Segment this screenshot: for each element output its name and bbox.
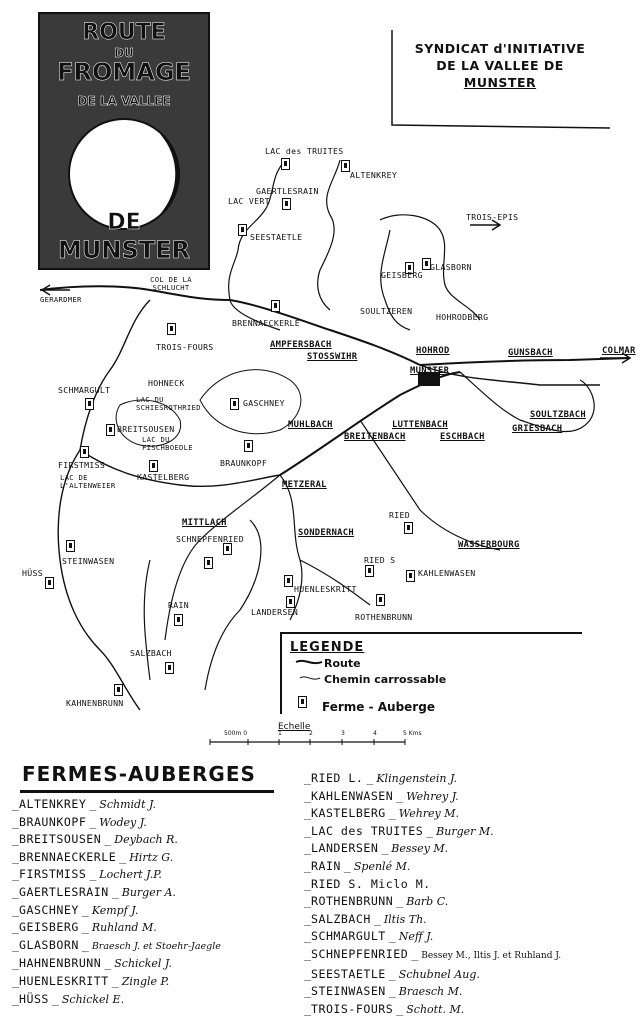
title-route: ROUTE: [82, 20, 166, 45]
title-de: DE: [107, 210, 141, 235]
label-luttenbach: LUTTENBACH: [392, 420, 448, 430]
label-mittlach: MITTLACH: [182, 518, 227, 528]
legend-title: LEGENDE: [290, 640, 365, 655]
label-metzeral: METZERAL: [282, 480, 327, 490]
fermes-header-underline: [20, 790, 274, 793]
label-col-schlucht: [146, 276, 196, 292]
label-salzbach: SALZBACH: [130, 648, 172, 658]
ferme-icon-salzbach: [165, 662, 174, 674]
ferme-icon-breitsousen: [106, 424, 115, 436]
list-item: _BRENNAECKERLE _ Hirtz G.: [12, 849, 174, 864]
list-item: _GEISBERG _ Ruhland M.: [12, 920, 157, 935]
label-lac-vert: LAC VERT: [228, 196, 270, 206]
list-item: _BRAUNKOPF _ Wodey J.: [12, 814, 147, 829]
ferme-icon-schnepfenried-2: [204, 557, 213, 569]
label-kahnenbrunn: KAHNENBRUNN: [66, 698, 124, 708]
label-sondernach: SONDERNACH: [298, 528, 354, 538]
label-lac-altenweier-text: LAC DE L'ALTENWEIER: [60, 473, 116, 490]
label-firstmiss: FIRSTMISS: [58, 460, 106, 470]
label-lac-des-truites: LAC des TRUITES: [265, 146, 344, 156]
list-item: _HUENLESKRITT _ Zingle P.: [12, 973, 170, 988]
ferme-icon-gaertlesrain: [282, 198, 291, 210]
label-lac-schiessrothried: [136, 396, 220, 412]
fermes-list-left: [12, 796, 221, 1008]
title-fromage: FROMAGE: [57, 58, 191, 86]
label-hohrodberg: HOHRODBERG: [436, 312, 489, 322]
label-altenkrey: ALTENKREY: [350, 170, 398, 180]
legend-route-label: Route: [324, 657, 361, 670]
label-gerardmer: GERARDMER: [40, 295, 82, 304]
ferme-icon-kahlenwasen: [406, 570, 415, 582]
list-item: _RIED S. Miclo M.: [304, 876, 431, 891]
label-lac-fischboedle: [142, 436, 214, 452]
fermes-list-right: [304, 770, 561, 1018]
ferme-icon-ried-s: [365, 565, 374, 577]
label-landersen: LANDERSEN: [251, 607, 299, 617]
title-du: DU: [114, 46, 134, 60]
list-item: _BREITSOUSEN _ Deybach R.: [12, 832, 178, 847]
label-gunsbach: GUNSBACH: [508, 348, 553, 358]
label-hohrod: HOHROD: [416, 346, 450, 356]
label-muhlbach: MUHLBACH: [288, 420, 333, 430]
label-gaertlesrain: GAERTLESRAIN: [256, 186, 319, 196]
legend-ferme-icon: [298, 696, 307, 708]
ferme-icon-braunkopf: [244, 440, 253, 452]
scale-tick-4: 4: [373, 730, 377, 737]
ferme-icon-brennaeckerle: [271, 300, 280, 312]
list-item: _LAC des TRUITES _ Burger M.: [304, 823, 494, 838]
ferme-icon-steinwasen: [66, 540, 75, 552]
ferme-icon-trois-fours: [167, 323, 176, 335]
list-item: _TROIS-FOURS _ Schott. M.: [304, 1001, 465, 1016]
label-ried: RIED: [389, 510, 410, 520]
list-item: _SALZBACH _ Iltis Th.: [304, 911, 427, 926]
scale-tick-3: 3: [341, 730, 345, 737]
label-huenleskritt: HUENLESKRITT: [294, 584, 357, 594]
label-brennaeckerle: BRENNAECKERLE: [232, 318, 300, 328]
label-rain: RAIN: [168, 600, 189, 610]
label-soultzeren: SOULTZEREN: [360, 306, 413, 316]
label-trois-epis: TROIS-EPIS: [466, 212, 519, 222]
label-trois-fours: TROIS-FOURS: [156, 342, 214, 352]
label-huss: HÜSS: [22, 568, 43, 578]
list-item: _SCHMARGULT _ Neff J.: [304, 929, 434, 944]
syndicat-line3: MUNSTER: [463, 75, 537, 90]
ferme-icon-huenleskritt: [284, 575, 293, 587]
label-ried-s: RIED S: [364, 555, 396, 565]
scale-tick-0: 500m 0: [224, 730, 248, 737]
scale-tick-5: 5 Kms: [403, 730, 422, 737]
list-item: _ALTENKREY _ Schmidt J.: [12, 797, 157, 811]
label-griesbach: GRIESBACH: [512, 424, 563, 434]
list-item: _HÜSS _ Schickel E.: [12, 991, 125, 1006]
list-item: _LANDERSEN _ Bessey M.: [304, 841, 449, 856]
label-rothenbrunn: ROTHENBRUNN: [355, 612, 413, 622]
ferme-icon-huss: [45, 577, 54, 589]
label-steinwasen: STEINWASEN: [62, 556, 115, 566]
label-colmar: COLMAR: [602, 346, 636, 356]
label-schmargult: SCHMARGULT: [58, 385, 111, 395]
list-item: _RAIN _ Spenlé M.: [304, 858, 411, 873]
label-wasserbourg: WASSERBOURG: [458, 540, 520, 550]
list-item: _FIRSTMISS _ Lochert J.P.: [12, 867, 162, 882]
title-de-la-vallee: DE LA VALLEE: [77, 94, 171, 108]
label-breitsousen: BREITSOUSEN: [117, 424, 175, 434]
list-item: _SEESTAETLE _ Schubnel Aug.: [304, 966, 480, 981]
list-item: _KASTELBERG _ Wehrey M.: [304, 806, 460, 821]
label-lac-altenweier: [60, 474, 126, 490]
label-ampfersbach: AMPFERSBACH: [270, 340, 332, 350]
label-soultzbach: SOULTZBACH: [530, 410, 586, 420]
list-item: _GAERTLESRAIN _ Burger A.: [12, 884, 176, 899]
list-item: _ROTHENBRUNN _ Barb C.: [304, 894, 449, 909]
scale-tick-1: 1: [278, 730, 282, 737]
label-munster: MUNSTER: [410, 366, 450, 376]
scale-tick-2: 2: [309, 730, 313, 737]
label-braunkopf: BRAUNKOPF: [220, 458, 268, 468]
title-munster: MUNSTER: [58, 236, 190, 264]
label-schnepfenried: SCHNEPFENRIED: [176, 534, 244, 544]
label-lac-fischboedle-text: LAC DU FISCHBOEDLE: [142, 435, 193, 452]
label-breitenbach: BREITENBACH: [344, 432, 406, 442]
label-gaschney: GASCHNEY: [243, 398, 285, 408]
label-glasborn: GLASBORN: [430, 262, 472, 272]
ferme-icon-gaschney: [230, 398, 239, 410]
label-col-schlucht-text: COL DE LA SCHLUCHT: [150, 275, 192, 292]
list-item: _RIED L. _ Klingenstein J.: [304, 771, 458, 785]
ferme-icon-altenkrey: [341, 160, 350, 172]
label-seestaetle: SEESTAETLE: [250, 232, 303, 242]
ferme-icon-kahnenbrunn: [114, 684, 123, 696]
ferme-icon-lac-des-truites: [281, 158, 290, 170]
ferme-icon-kastelberg: [149, 460, 158, 472]
label-kahlenwasen: KAHLENWASEN: [418, 568, 476, 578]
label-kastelberg: KASTELBERG: [137, 472, 190, 482]
syndicat-line2: DE LA VALLEE DE: [436, 58, 564, 73]
label-lac-schiessrothried-text: LAC DU SCHIESROTHRIED: [136, 395, 201, 412]
list-item: _HAHNENBRUNN _ Schickel J.: [12, 956, 172, 971]
list-item: _STEINWASEN _ Braesch M.: [304, 984, 463, 999]
ferme-icon-rothenbrunn: [376, 594, 385, 606]
scale-title: Echelle: [278, 722, 311, 732]
label-geisberg: GEISBERG: [381, 270, 423, 280]
legend-chemin-label: Chemin carrossable: [324, 673, 447, 686]
ferme-icon-seestaetle: [238, 224, 247, 236]
ferme-icon-firstmiss: [80, 446, 89, 458]
list-item: _GLASBORN _ Braesch J. et Stoehr-Jaegle: [12, 937, 221, 952]
list-item: _SCHNEPFENRIED _ Bessey M., Iltis J. et Ruhland J.: [304, 946, 562, 961]
syndicat-line1: SYNDICAT d'INITIATIVE: [414, 41, 586, 56]
label-eschbach: ESCHBACH: [440, 432, 485, 442]
list-item: _GASCHNEY _ Kempf J.: [12, 902, 139, 917]
legend-ferme-label: Ferme - Auberge: [322, 700, 435, 714]
ferme-icon-rain: [174, 614, 183, 626]
ferme-icon-schmargult: [85, 398, 94, 410]
list-item: _KAHLENWASEN _ Wehrey J.: [304, 788, 459, 803]
label-hohneck: HOHNECK: [148, 378, 185, 388]
ferme-icon-schnepfenried: [223, 543, 232, 555]
label-stosswihr: STOSSWIHR: [307, 352, 358, 362]
ferme-icon-ried: [404, 522, 413, 534]
fermes-header: FERMES-AUBERGES: [22, 762, 256, 786]
